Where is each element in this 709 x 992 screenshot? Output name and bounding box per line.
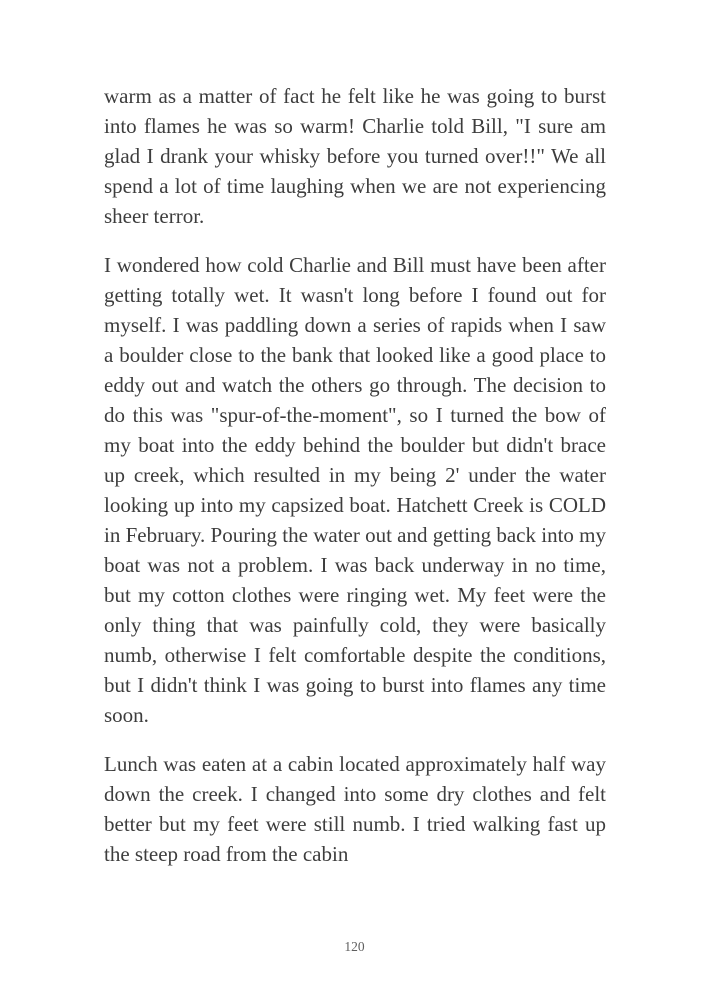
paragraph: I wondered how cold Charlie and Bill must have been after getting totally wet. It wasn't long before I found out for myself. I was paddling down a series of rapids when I saw a boulder close to the bank that looked like a good place to eddy out and watch the others go through. The decision to do this was "spur-of-the-moment", so I turned the bow of my boat into the eddy behind the boulder but didn't brace up creek, which resulted in my being 2' under the water looking up into my capsized boat. Hatchett Creek is COLD in February. Pouring the water out and getting back into my boat was not a problem. I was back underway in no time, but my cotton clothes were ringing wet. My feet were the only thing that was painfully cold, they were basically numb, otherwise I felt comfortable despite the conditions, but I didn't think I was going to burst into flames any time soon. (104, 253, 606, 727)
paragraph: Lunch was eaten at a cabin located approximately half way down the creek. I changed into some dry clothes and felt better but my feet were still numb. I tried walking fast up the steep road from the cabin (104, 752, 606, 866)
page-number: 120 (344, 939, 365, 954)
page-body-text (104, 81, 606, 869)
paragraph: warm as a matter of fact he felt like he was going to burst into flames he was so warm! Charlie told Bill, "I sure am glad I drank your whisky before you turned over!!" We all spend a lot of time laughing when we are not experiencing sheer terror. (104, 84, 606, 228)
